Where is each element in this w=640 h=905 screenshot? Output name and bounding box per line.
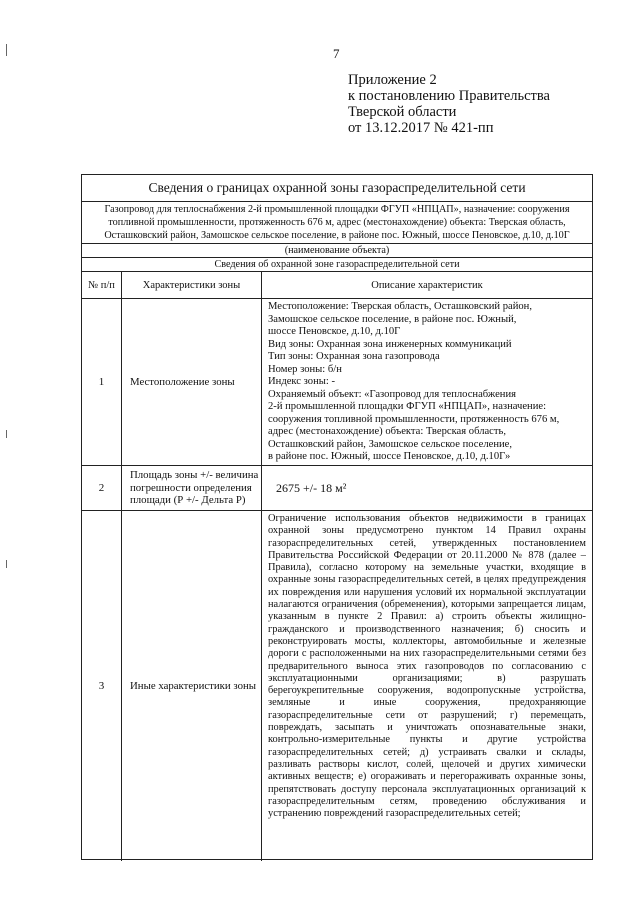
- row-num-cell: [82, 299, 122, 465]
- row-num: 1: [98, 376, 105, 388]
- row-num: 3: [98, 680, 105, 692]
- scan-edge-mark: [6, 560, 7, 568]
- row-num-cell: [82, 511, 122, 861]
- header-description: Описание характеристик: [371, 279, 483, 291]
- row-label: Иные характеристики зоны: [130, 679, 256, 692]
- description-line: Замошское сельское поселение, в районе пос. Южный,: [268, 313, 517, 325]
- description-line: Индекс зоны: -: [268, 376, 335, 387]
- description-line: Номер зоны: б/н: [268, 363, 342, 375]
- appendix-line: от 13.12.2017 № 421-пп: [348, 120, 494, 136]
- description-line: Местоположение: Тверская область, Осташковский район,: [268, 301, 532, 312]
- row-num: 2: [98, 482, 105, 494]
- row-label: Местоположение зоны: [130, 375, 235, 388]
- table-subheading: Сведения об охранной зоне газораспределительной сети: [82, 258, 592, 272]
- appendix-line: Тверской области: [348, 104, 457, 120]
- object-name: [82, 202, 592, 244]
- row-description-cell: [262, 466, 592, 510]
- object-line: Газопровод для теплоснабжения 2-й промышленной площадки ФГУП «НПЦАП», назначение: сооружения: [104, 204, 570, 215]
- description-line: Охраняемый объект: «Газопровод для теплоснабжения: [268, 388, 517, 400]
- table-row: [82, 466, 592, 511]
- appendix-line: к постановлению Правительства: [348, 88, 550, 104]
- object-line: топливной промышленности, протяженность 676 м, адрес (местонахождение) объекта: Тверская область,: [108, 217, 566, 228]
- description-line: Тип зоны: Охранная зона газопровода: [268, 351, 440, 362]
- description-line: Вид зоны: Охранная зона инженерных коммуникаций: [268, 338, 512, 350]
- row-num-cell: [82, 466, 122, 510]
- table-header-row: [82, 272, 592, 299]
- object-line: Осташковский район, Замошское сельское поселение, в районе пос. Южный, шоссе Пеновское, д.10, д.10Г: [104, 230, 570, 241]
- description-line: адрес (местонахождение) объекта: Тверская область,: [268, 426, 506, 437]
- location-description: [268, 301, 586, 463]
- row-label: Площадь зоны +/- величина погрешности определения площади (Р +/- Дельта Р): [130, 469, 259, 507]
- row-description-cell: [262, 511, 592, 861]
- row-label-cell: [122, 466, 262, 510]
- object-caption: (наименование объекта): [82, 244, 592, 258]
- zone-table: [81, 174, 593, 860]
- description-line: 2-й промышленной площадки ФГУП «НПЦАП», назначение:: [268, 401, 547, 412]
- appendix-heading: [348, 72, 550, 136]
- appendix-line: Приложение 2: [348, 72, 437, 88]
- row-description-cell: [262, 299, 592, 465]
- description-line: в районе пос. Южный, шоссе Пеновское, д.10, д.10Г»: [268, 451, 511, 462]
- header-num: № п/п: [82, 272, 122, 298]
- header-characteristic: Характеристики зоны: [122, 272, 262, 298]
- description-line: сооружения топливной промышленности, протяженность 676 м,: [268, 413, 560, 425]
- row-label-cell: [122, 299, 262, 465]
- scan-edge-mark: [6, 44, 7, 56]
- table-title: Сведения о границах охранной зоны газораспределительной сети: [82, 175, 592, 202]
- table-row: [82, 511, 592, 861]
- page-number: 7: [333, 46, 340, 61]
- description-line: Осташковский район, Замошское сельское поселение,: [268, 438, 513, 450]
- table-row: [82, 299, 592, 466]
- restrictions-text: Ограничение использования объектов недвижимости в границах охранной зоны предусмотрено пунктом 14 Правил охраны газораспределительных сетей, утвержденных постановлением Правительства Российской Федерации от 20.11.2000 № 878 (далее – Правила), согласно которому на земельные участки, входящие в охранные зоны газораспределительных сетей, в целях предупреждения их повреждения или нарушения условий их нормальной эксплуатации налагаются ограничения (обременения), которыми запрещается лицам, указанным в пункте 2 Правил: а) строить объекты жилищно-гражданского и производственного назначения; б) сносить и реконструировать мосты, коллекторы, автомобильные и железные дороги с расположенными на них газораспределительными сетями без предварительного выноса этих газопроводов по согласованию с эксплуатационными организациями; в) разрушать берегоукрепительные сооружения, водопропускные устройства, земляные и иные сооружения, предохраняющие газораспределительные сети от разрушений; г) перемещать, повреждать, засыпать и уничтожать опознавательные знаки, контрольно-измерительные пункты и другие устройства газораспределительных сетей; д) устраивать свалки и склады, разливать растворы кислот, солей, щелочей и других химически активных веществ; е) огораживать и перегораживать охранные зоны, препятствовать доступу персонала эксплуатационных организаций к газораспределительным сетям, проведению обслуживания и устранению повреждений газораспределительных сетей;: [268, 513, 586, 820]
- description-line: шоссе Пеновское, д.10, д.10Г: [268, 326, 401, 337]
- zone-area-value: 2675 +/- 18 м²: [276, 480, 347, 495]
- scan-edge-mark: [6, 430, 7, 438]
- row-label-cell: [122, 511, 262, 861]
